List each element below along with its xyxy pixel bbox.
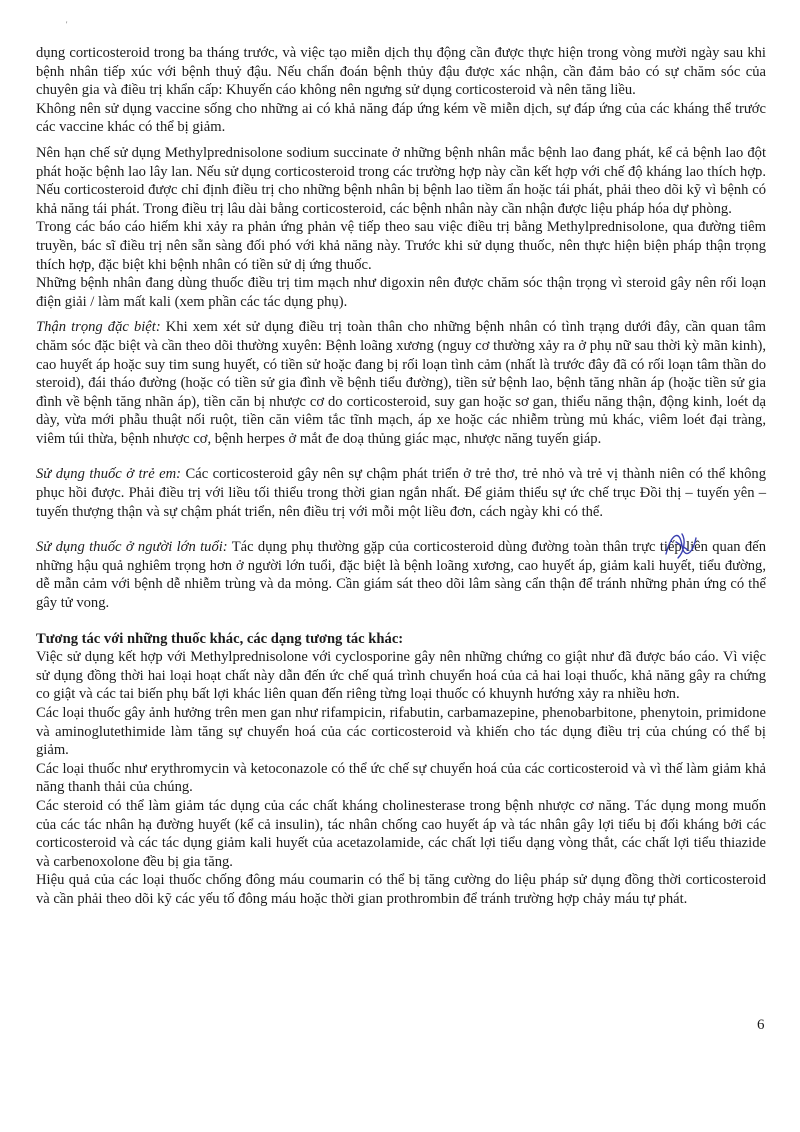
- children-text: Các corticosteroid gây nên sự chậm phát triển ở trẻ thơ, trẻ nhỏ và trẻ vị thành niên có thể không phục hồi được. Phải điều trị với liều tối thiểu trong thời gian ngắn nhất. Để giảm thiểu sự ức chế trục Đồi thị – tuyến yên – tuyến thượng thận và sự chậm phát triển, nên điều trị với mỗi một liều đơn, cách ngày khi có thể.: [36, 466, 766, 520]
- special-precautions-lead: Thận trọng đặc biệt:: [36, 319, 161, 336]
- paragraph-cyclosporine: Việc sử dụng kết hợp với Methylprednisolone với cyclosporine gây nên những chứng co giật như đã được báo cáo. Vì việc sử dụng đồng thời hai loại hoạt chất này dẫn đến ức chế quá trình chuyển hoá của cả hai loại thuốc, khả năng gây ra chứng co giật và các tai biến phụ bất lợi khác liên quan đến riêng từng loại thuốc có khuynh hướng xảy ra nhiều hơn.: [36, 649, 766, 703]
- paragraph-children: [36, 465, 766, 521]
- paragraph-tuberculosis: Nên hạn chế sử dụng Methylprednisolone sodium succinate ở những bệnh nhân mắc bệnh lao đang phát, kể cả bệnh lao đột phát hoặc bệnh lao lây lan. Nếu sử dụng corticosteroid trong các trường hợp này cần kết hợp với chế độ kháng lao thích hợp. Nếu corticosteroid được chỉ định điều trị cho những bệnh nhân bị bệnh lao tiềm ẩn hoặc tái phát, phải theo dõi kỹ vì bệnh có khả năng tái phát. Trong điều trị lâu dài bằng corticosteroid, các bệnh nhân này cần nhận được liệu pháp hóa dự phòng.: [36, 144, 766, 217]
- paragraph-anaphylaxis: Trong các báo cáo hiếm khi xảy ra phản ứng phản vệ tiếp theo sau việc điều trị bằng Methylprednisolone, qua đường tiêm truyền, bác sĩ điều trị nên sẵn sàng đối phó với khả năng này. Trước khi sử dụng thuốc, nên thực hiện biện pháp thận trọng thích hợp, đặc biệt khi bệnh nhân có tiền sử dị ứng thuốc.: [36, 219, 766, 273]
- paragraph-coumarin: Hiệu quả của các loại thuốc chống đông máu coumarin có thể bị tăng cường do liệu pháp sử dụng đồng thời corticosteroid và cần phải theo dõi kỹ các yếu tố đông máu hoặc thời gian prothrombin để tránh trường hợp chảy máu tự phát.: [36, 872, 766, 907]
- paragraph-digoxin: Những bệnh nhân đang dùng thuốc điều trị tim mạch như digoxin nên được chăm sóc thận trọng vì steroid gây nên rối loạn điện giải / làm mất kali (xem phần các tác dụng phụ).: [36, 275, 766, 310]
- handwritten-initial-mark: [662, 528, 702, 562]
- paragraph-enzyme-inhibitors: Các loại thuốc như erythromycin và ketoconazole có thể ức chế sự chuyển hoá của các corticosteroid và vì thế làm giảm khả năng thanh thải của chúng.: [36, 760, 766, 796]
- paragraph-enzyme-inducers: Các loại thuốc gây ảnh hưởng trên men gan như rifampicin, rifabutin, carbamazepine, phenobarbitone, phenytoin, primidone và aminoglutethimide làm tăng sự chuyển hoá của các corticosteroid và khiến cho tác dụng điều trị của chúng có thể bị giảm.: [36, 705, 766, 759]
- elderly-lead: Sử dụng thuốc ở người lớn tuổi:: [36, 539, 228, 556]
- special-precautions-text: Khi xem xét sử dụng điều trị toàn thân cho những bệnh nhân có tình trạng dưới đây, cần quan tâm chăm sóc đặc biệt và cần theo dõi thường xuyên: Bệnh loãng xương (nguy cơ thường xảy ra ở phụ nữ sau thời kỳ mãn kinh), cao huyết áp hoặc suy tim sung huyết, có tiền sử hoặc đang bị rối loạn tình cảm (nhất là trước đây đã có rối loạn tâm thần do steroid), đái tháo đường (hoặc có tiền sử gia đình về bệnh tiểu đường), tiền sử bệnh lao, bệnh tăng nhãn áp (hoặc tiền sử gia đình về bệnh tăng nhãn áp), tiền căn bị nhược cơ do corticosteroid, suy gan hoặc sơ gan, thiểu năng thận, động kinh, loét dạ dày, vừa mới phẫu thuật nối ruột, tiền căn viêm tắc tĩnh mạch, áp xe hoặc các nhiễm trùng mủ khác, viêm loét đại tràng, viêm túi thừa, bệnh nhược cơ, bệnh herpes ở mắt đe doạ thủng giác mạc, nhược năng tuyến giáp.: [36, 319, 766, 447]
- page-body: [36, 44, 766, 909]
- scan-speck: ': [66, 20, 68, 29]
- paragraph-varicella: dụng corticosteroid trong ba tháng trước, và việc tạo miễn dịch thụ động cần được thực hiện trong vòng mười ngày sau khi bệnh nhân tiếp xúc với bệnh thuỷ đậu. Nếu chẩn đoán bệnh thủy đậu được xác nhận, cần đảm bảo có sự chăm sóc của chuyên gia và điều trị khẩn cấp: Khuyến cáo không nên ngưng sử dụng corticosteroid và nên tăng liều.: [36, 45, 766, 99]
- paragraph-elderly: [36, 538, 766, 612]
- paragraph-cholinesterase: Các steroid có thể làm giảm tác dụng của các chất kháng cholinesterase trong bệnh nhược cơ năng. Tác dụng mong muốn của các tác nhân hạ đường huyết (kể cả insulin), tác nhân chống cao huyết áp và tác nhân gây lợi tiểu bị đối kháng bởi các corticosteroid và các tác dụng giảm kali huyết của acetazolamide, các chất lợi tiểu dạng vòng thắt, các chất lợi tiểu thiazide và carbenoxolone đều bị gia tăng.: [36, 797, 766, 870]
- children-lead: Sử dụng thuốc ở trẻ em:: [36, 466, 182, 483]
- paragraph-special-precautions: [36, 318, 766, 448]
- elderly-text: Tác dụng phụ thường gặp của corticosteroid dùng đường toàn thân trực tiếp liên quan đến những hậu quả nghiêm trọng hơn ở người lớn tuổi, đặc biệt là bệnh loãng xương, cao huyết áp, giảm kali huyết, tiểu đường, dễ mẫn cảm với bệnh dễ nhiễm trùng và da mỏng. Cần giám sát theo dõi lâm sàng cẩn thận để tránh những phản ứng có thể gây tử vong.: [36, 539, 766, 612]
- section-heading-interactions: Tương tác với những thuốc khác, các dạng tương tác khác:: [36, 630, 404, 647]
- page-number: 6: [757, 1017, 765, 1033]
- paragraph-live-vaccine: Không nên sử dụng vaccine sống cho những ai có khả năng đáp ứng kém về miễn dịch, sự đáp ứng của các kháng thể trước các vaccine khác có thể bị giảm.: [36, 100, 766, 136]
